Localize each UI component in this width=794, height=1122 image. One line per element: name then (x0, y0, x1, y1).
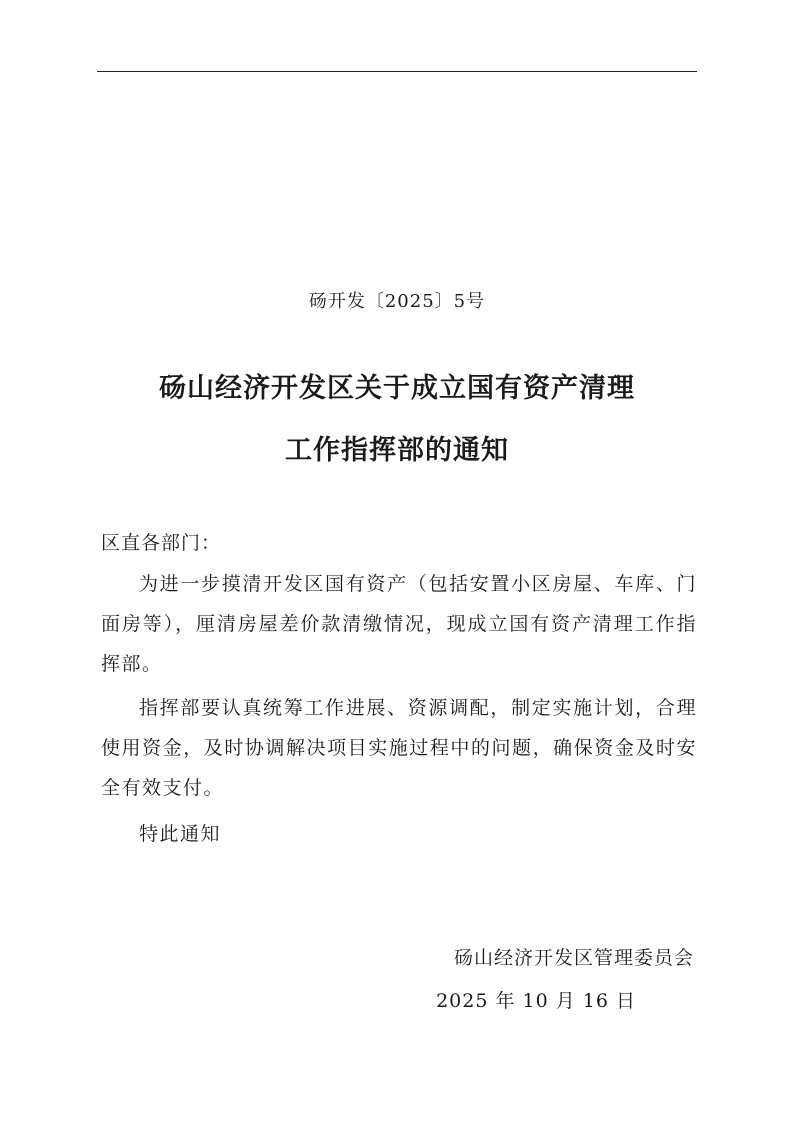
header-rule (97, 71, 697, 72)
issue-date: 2025 年 10 月 16 日 (436, 990, 636, 1012)
document-title-line-2: 工作指挥部的通知 (285, 435, 509, 466)
document-number: 砀开发〔2025〕5号 (308, 291, 486, 312)
document-title-line-1: 砀山经济开发区关于成立国有资产清理 (159, 373, 635, 404)
salutation: 区直各部门： (101, 532, 222, 554)
issuing-authority: 砀山经济开发区管理委员会 (453, 947, 694, 969)
body-paragraph-2: 指挥部要认真统筹工作进展、资源调配，制定实施计划，合理使用资金，及时协调解决项目实施过程中的问题，确保资金及时安全有效支付。 (101, 697, 697, 799)
closing-remark: 特此通知 (139, 823, 222, 845)
body-paragraph-1: 为进一步摸清开发区国有资产（包括安置小区房屋、车库、门面房等），厘清房屋差价款清缴情况，现成立国有资产清理工作指挥部。 (101, 573, 697, 675)
